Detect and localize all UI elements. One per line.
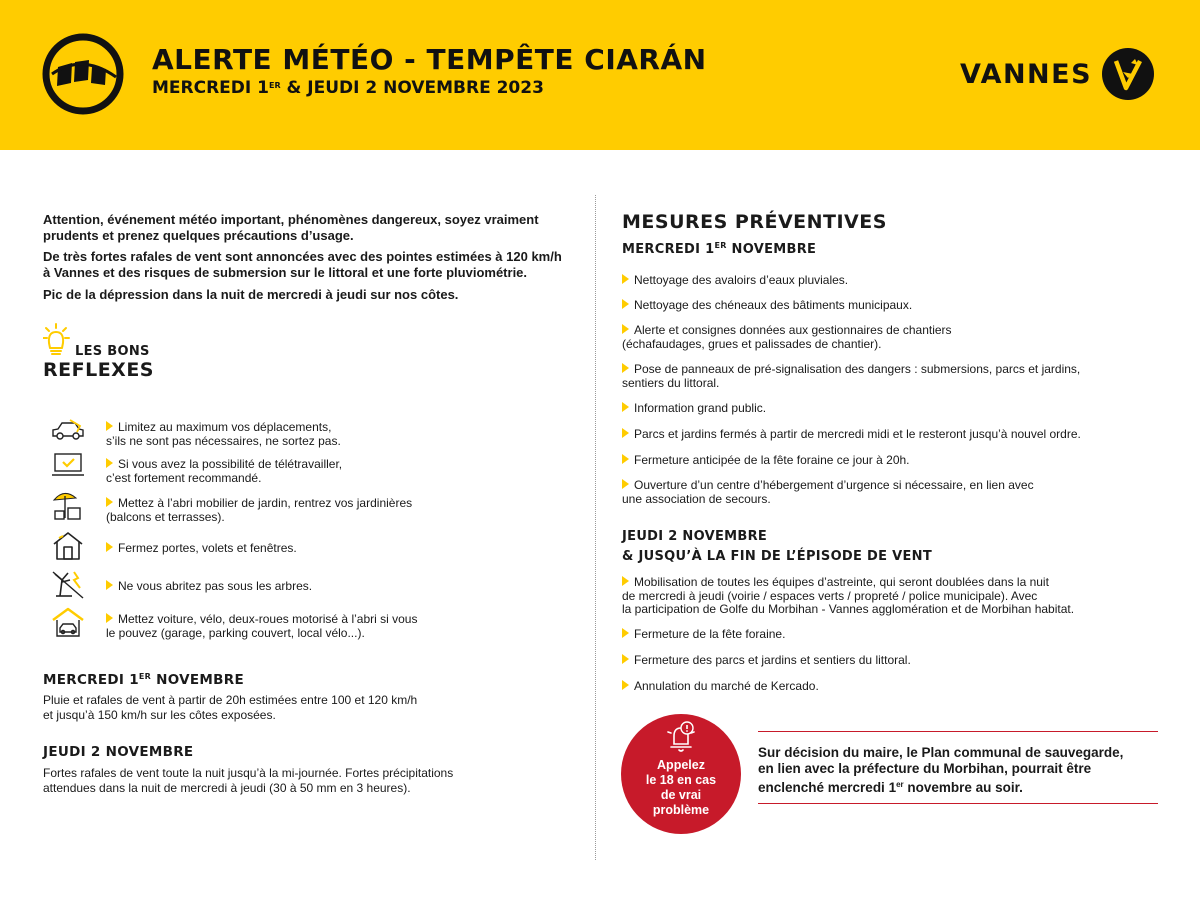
intro-paragraph-3: Pic de la dépression dans la nuit de mercredi à jeudi sur nos côtes. (43, 287, 459, 302)
mesure-item: Alerte et consignes données aux gestionnaires de chantiers (échafaudages, grues et palissades de chantier). (622, 323, 952, 351)
intro-paragraph-2: De très fortes rafales de vent sont annoncées avec des pointes estimées à 120 km/h à Vannes et des risques de submersion sur le littoral et une forte pluviométrie. (43, 249, 562, 280)
house-icon (50, 530, 86, 562)
arrow-icon (622, 274, 629, 284)
arrow-icon (106, 542, 113, 552)
reflexes-heading (43, 323, 243, 383)
arrow-icon (622, 324, 629, 334)
car-icon (50, 414, 86, 446)
arrow-icon (622, 654, 629, 664)
page-subtitle: MERCREDI 1ER & JEUDI 2 NOVEMBRE 2023 (152, 78, 544, 98)
mesure-item: Nettoyage des chéneaux des bâtiments municipaux. (622, 299, 1162, 313)
header-banner (0, 0, 1200, 150)
pcs-notice: Sur décision du maire, le Plan communal de sauvegarde, en lien avec la préfecture du Morbihan, pourrait être enclenché mercredi 1er novembre au soir. (758, 745, 1124, 795)
mesure-item: Ouverture d’un centre d’hébergement d’urgence si nécessaire, en lien avec une association de secours. (622, 478, 1034, 506)
arrow-icon (106, 421, 113, 431)
garden-furniture-icon (50, 490, 86, 522)
mesure-item: Mobilisation de toutes les équipes d’astreinte, qui seront doublées dans la nuit de mercredi à jeudi (voirie / espaces verts / propreté / police municipale). Avec la participation de Golfe du Morbihan - Vannes agglomération et de Morbihan habitat. (622, 575, 1075, 616)
weather-wednesday-heading: MERCREDI 1ER NOVEMBRE (43, 672, 244, 688)
mesures-thursday-heading: JEUDI 2 NOVEMBRE (622, 529, 768, 544)
emergency-call-badge (621, 714, 741, 834)
arrow-icon (622, 628, 629, 638)
mesure-item: Parcs et jardins fermés à partir de mercredi midi et le resteront jusqu’à nouvel ordre. (622, 428, 1162, 442)
laptop-check-icon (50, 451, 86, 483)
mesure-item: Fermeture anticipée de la fête foraine ce jour à 20h. (622, 454, 1162, 468)
weather-wednesday-text: Pluie et rafales de vent à partir de 20h estimées entre 100 et 120 km/h et jusqu’à 150 km/h sur les côtes exposées. (43, 693, 418, 722)
weather-thursday-text: Fortes rafales de vent toute la nuit jusqu’à la mi-journée. Fortes précipitations attendues dans la nuit de mercredi à jeudi (30 à 50 mm en 3 heures). (43, 766, 454, 795)
lightbulb-icon (43, 323, 75, 357)
brand-logo (960, 48, 1154, 100)
mesures-thursday-heading-2: & JUSQU’À LA FIN DE L’ÉPISODE DE VENT (622, 549, 933, 564)
arrow-icon (622, 428, 629, 438)
reflexes-heading-small: LES BONS (75, 344, 150, 359)
page-title: ALERTE MÉTÉO - TEMPÊTE CIARÁN (152, 43, 707, 76)
mesure-item: Nettoyage des avaloirs d’eaux pluviales. (622, 274, 1162, 288)
storm-wind-icon (42, 33, 124, 115)
garage-car-icon (50, 606, 86, 638)
no-tree-icon (50, 568, 86, 600)
mesure-item: Fermeture des parcs et jardins et sentiers du littoral. (622, 654, 1162, 668)
mesure-item: Pose de panneaux de pré-signalisation des dangers : submersions, parcs et jardins, sentiers du littoral. (622, 362, 1081, 390)
mesures-title: MESURES PRÉVENTIVES (622, 211, 887, 233)
vannes-v-badge-icon (1102, 48, 1154, 100)
arrow-icon (622, 454, 629, 464)
arrow-icon (622, 576, 629, 586)
title-block (152, 44, 707, 98)
arrow-icon (106, 613, 113, 623)
reflexes-heading-large: REFLEXES (43, 359, 154, 381)
reflex-text: Mettez à l’abri mobilier de jardin, rentrez vos jardinières (balcons et terrasses). (106, 496, 413, 524)
intro-text (43, 212, 563, 310)
column-divider (595, 195, 596, 860)
arrow-icon (106, 497, 113, 507)
reflex-text: Mettez voiture, vélo, deux-roues motorisé à l’abri si vous le pouvez (garage, parking couvert, local vélo...). (106, 612, 418, 640)
reflex-text: Si vous avez la possibilité de télétravailler, c’est fortement recommandé. (106, 457, 343, 485)
mesure-item: Annulation du marché de Kercado. (622, 680, 1162, 694)
arrow-icon (106, 580, 113, 590)
arrow-icon (106, 458, 113, 468)
mesure-item: Fermeture de la fête foraine. (622, 628, 1162, 642)
intro-paragraph-1: Attention, événement météo important, phénomènes dangereux, soyez vraiment prudents et prenez quelques précautions d’usage. (43, 212, 539, 243)
reflex-text: Limitez au maximum vos déplacements, s’ils ne sont pas nécessaires, ne sortez pas. (106, 420, 341, 448)
arrow-icon (622, 402, 629, 412)
pcs-bottom-rule (758, 803, 1158, 804)
alarm-bell-icon (665, 720, 697, 756)
arrow-icon (622, 680, 629, 690)
pcs-top-rule (758, 731, 1158, 732)
emergency-call-text: Appelez le 18 en cas de vrai problème (645, 758, 717, 817)
brand-name: VANNES (960, 58, 1093, 90)
mesures-wednesday-heading: MERCREDI 1ER NOVEMBRE (622, 241, 817, 257)
mesure-item: Information grand public. (622, 402, 1162, 416)
weather-thursday-heading: JEUDI 2 NOVEMBRE (43, 744, 194, 760)
arrow-icon (622, 363, 629, 373)
arrow-icon (622, 479, 629, 489)
reflex-text: Fermez portes, volets et fenêtres. (106, 541, 546, 555)
reflex-text: Ne vous abritez pas sous les arbres. (106, 579, 546, 593)
arrow-icon (622, 299, 629, 309)
